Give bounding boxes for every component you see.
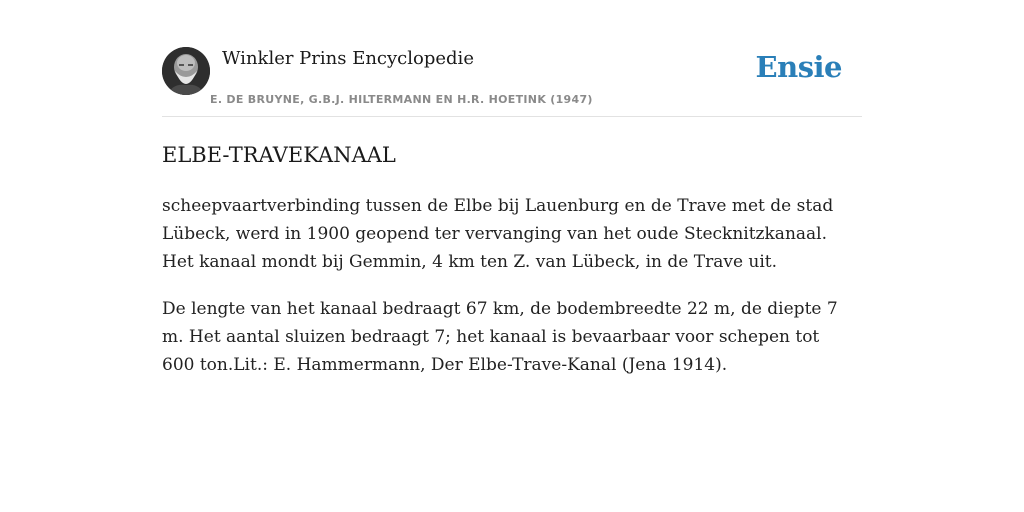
portrait-photo-icon [162, 47, 210, 95]
avatar[interactable] [162, 47, 210, 95]
source-title[interactable]: Winkler Prins Encyclopedie [222, 48, 474, 69]
source-header [162, 46, 862, 117]
authors-line: E. DE BRUYNE, G.B.J. HILTERMANN EN H.R. HOETINK (1947) [210, 93, 593, 106]
entry-title: ELBE-TRAVEKANAAL [162, 143, 396, 167]
article-paragraph: scheepvaartverbinding tussen de Elbe bij Lauenburg en de Trave met de stad Lübeck, werd in 1900 geopend ter vervanging van het oude Stecknitzkanaal. Het kanaal mondt bij Gemmin, 4 km ten Z. van Lübeck, in de Trave uit. [162, 196, 834, 272]
article-paragraph: De lengte van het kanaal bedraagt 67 km, de bodembreedte 22 m, de diepte 7 m. Het aantal sluizen bedraagt 7; het kanaal is bevaarbaar voor schepen tot 600 ton.Lit.: E. Hammermann, Der Elbe-Trave-Kanal (Jena 1914). [162, 299, 838, 375]
article-body [162, 192, 852, 398]
brand-logo[interactable]: Ensie [755, 50, 842, 84]
